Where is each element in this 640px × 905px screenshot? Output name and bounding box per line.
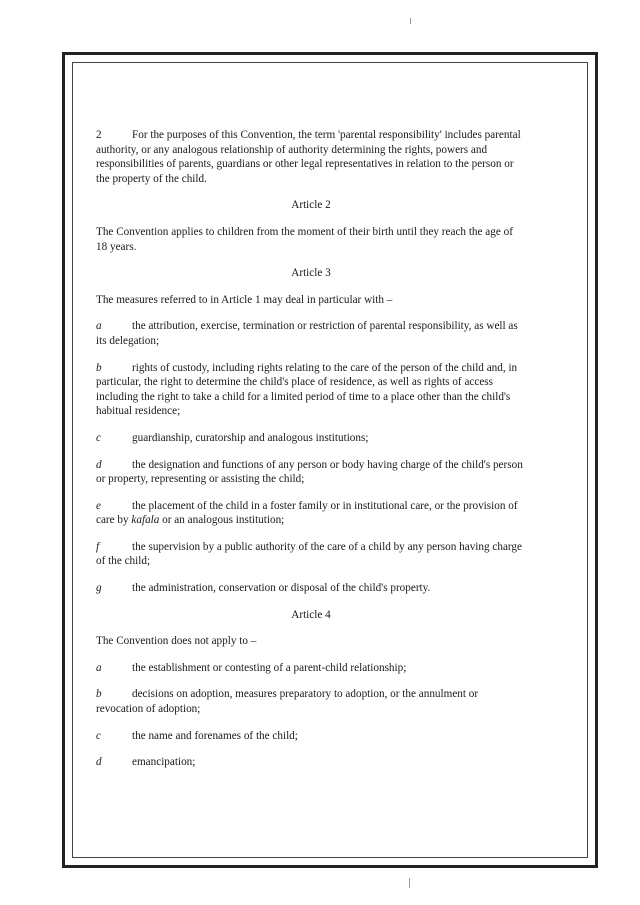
article-2-heading: Article 2 — [291, 199, 331, 212]
paragraph-text: For the purposes of this Convention, the term 'parental responsibility' includes parental authority, or any analogous relationship of authority determining the rights, powers and responsibilities of parents, guardians or other legal representatives in relation to the person or the property of the child. — [96, 129, 521, 185]
article-4-item-a — [96, 661, 526, 676]
item-letter: a — [96, 661, 102, 674]
item-text: the designation and functions of any person or body having charge of the child's person or property, representing or assisting the child; — [96, 458, 523, 486]
item-text-after: or an analogous institution; — [159, 514, 285, 527]
article-4-item-b — [96, 687, 526, 716]
item-letter: f — [96, 540, 100, 553]
item-letter: a — [96, 320, 102, 333]
article-4-heading: Article 4 — [291, 608, 331, 621]
item-text: the supervision by a public authority of the care of a child by any person having charge of the child; — [96, 540, 522, 568]
article-3-intro: The measures referred to in Article 1 may deal in particular with – — [96, 293, 393, 306]
article-3-item-g — [96, 581, 526, 596]
item-text: the establishment or contesting of a parent-child relationship; — [132, 661, 407, 674]
article-3-item-c — [96, 431, 526, 446]
item-text: the name and forenames of the child; — [132, 729, 298, 742]
item-letter: d — [96, 458, 102, 471]
item-text: emancipation; — [132, 756, 196, 769]
article-4-item-d — [96, 755, 526, 770]
item-text-before: the placement of the child in a foster family or in institutional care, or the provision of care by — [96, 499, 518, 527]
item-letter: e — [96, 499, 101, 512]
scan-speck — [409, 878, 410, 888]
article-2-text: The Convention applies to children from the moment of their birth until they reach the age of 18 years. — [96, 225, 513, 253]
item-text-italic: kafala — [131, 514, 160, 527]
article-3-item-b — [96, 361, 526, 419]
item-letter: b — [96, 361, 102, 374]
item-text: the administration, conservation or disposal of the child's property. — [132, 582, 431, 595]
item-letter: g — [96, 582, 102, 595]
item-text: the attribution, exercise, termination or restriction of parental responsibility, as well as its delegation; — [96, 320, 518, 347]
item-text: decisions on adoption, measures preparatory to adoption, or the annulment or revocation of adoption; — [96, 688, 479, 716]
article-4-intro: The Convention does not apply to – — [96, 635, 257, 648]
document-body — [96, 128, 526, 782]
item-letter: d — [96, 756, 102, 769]
scan-speck — [410, 18, 411, 24]
article-3-item-e — [96, 499, 526, 528]
article-3-heading: Article 3 — [291, 267, 331, 280]
item-letter: c — [96, 431, 101, 444]
item-letter: c — [96, 729, 101, 742]
article-3-item-d — [96, 458, 526, 487]
article-3-item-f — [96, 540, 526, 569]
item-text: guardianship, curatorship and analogous institutions; — [132, 431, 369, 444]
item-letter: b — [96, 688, 102, 701]
item-text: rights of custody, including rights relating to the care of the person of the child and, in particular, the right to determine the child's place of residence, as well as rights of access including the right to take a child for a limited period of time to a place other than the child's habitual residence; — [96, 361, 518, 418]
paragraph-number: 2 — [96, 129, 102, 141]
article-4-item-c — [96, 729, 526, 744]
paragraph-2 — [96, 128, 526, 186]
article-3-item-a — [96, 319, 526, 348]
